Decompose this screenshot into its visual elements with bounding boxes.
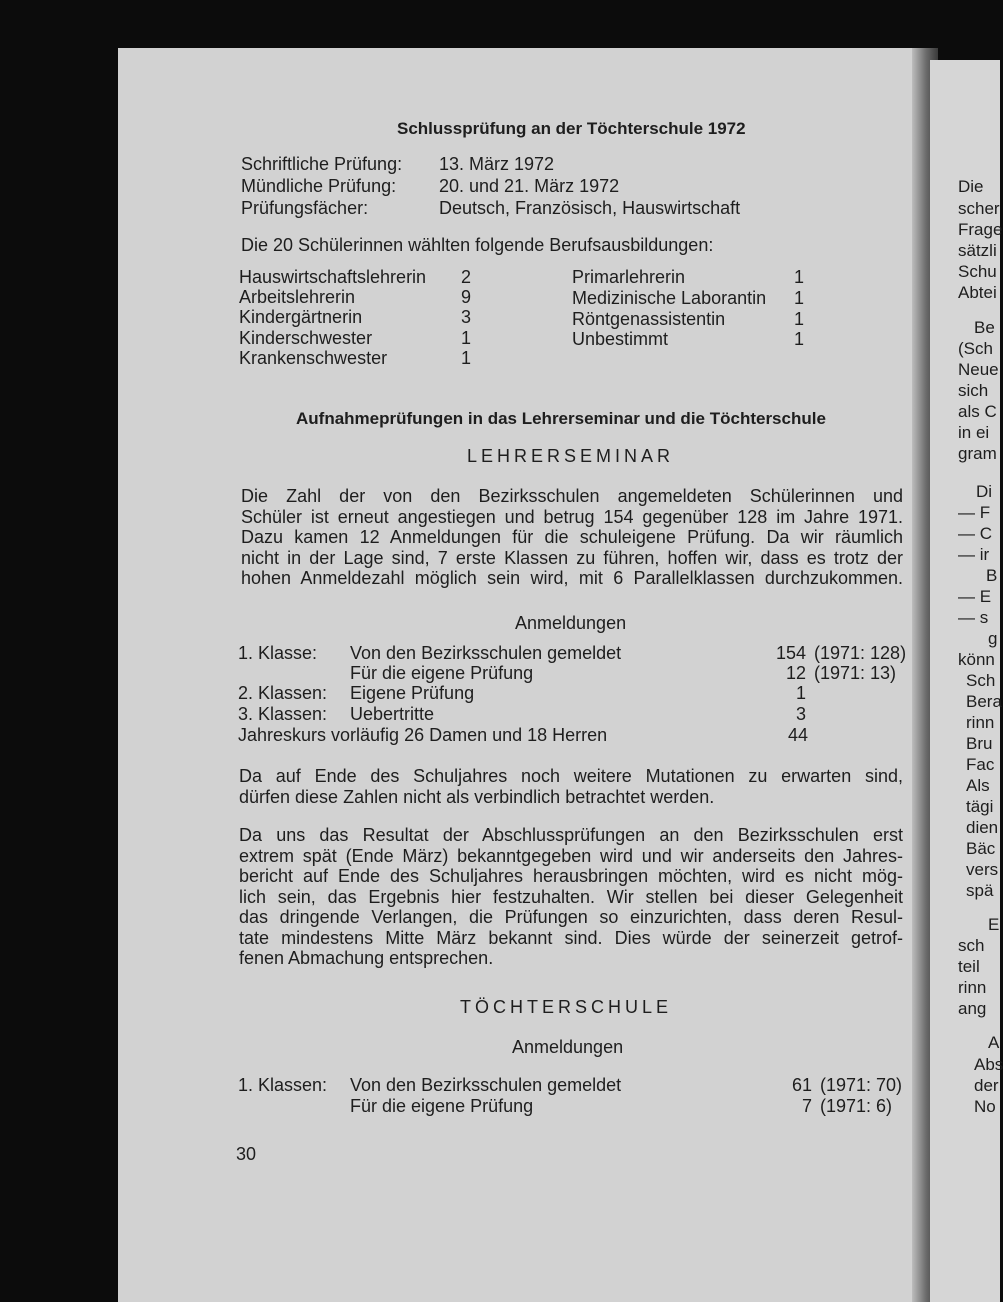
facing-line: vers <box>966 860 999 879</box>
info-label: Schriftliche Prüfung: <box>241 154 403 174</box>
beruf-name: Hauswirtschaftslehrerin <box>239 267 427 287</box>
facing-line: gram <box>958 444 997 463</box>
table-cell-prev: (1971: 70) <box>820 1075 903 1095</box>
facing-line: — s <box>958 608 989 627</box>
facing-line: Neue <box>958 360 999 379</box>
facing-line: — E <box>958 587 992 606</box>
paragraph-line: lich sein, das Ergebnis hier festzuhalten. Wir stellen bei dieser Gelegenheit <box>239 886 903 907</box>
beruf-count: 1 <box>461 328 472 348</box>
facing-line: Bera <box>966 692 1002 711</box>
table-cell-desc: Von den Bezirksschulen gemeldet <box>350 1075 622 1095</box>
paragraph-line: Dazu kamen 12 Anmeldungen für die schuleigene Prüfung. Da wir räumlich <box>241 527 903 547</box>
facing-line: dien <box>966 818 999 837</box>
facing-line: Schu <box>958 262 997 281</box>
paragraph-mutationen <box>239 766 903 807</box>
paragraph-line: nicht in der Lage sind, 7 erste Klassen zu führen, hoffen wir, dass es trotz der <box>241 547 903 568</box>
facing-line: Bru <box>966 734 993 753</box>
table-cell-desc: Von den Bezirksschulen gemeldet <box>350 643 622 663</box>
beruf-count: 1 <box>794 288 805 308</box>
table-cell-value: 1 <box>795 683 806 703</box>
facing-line: Frage <box>958 220 1003 239</box>
facing-line: Bäc <box>966 839 996 858</box>
anmeldungen-heading: Anmeldungen <box>515 613 627 633</box>
info-value: 20. und 21. März 1972 <box>439 176 620 196</box>
paragraph-line: hohen Anmeldezahl möglich sein wird, mit 6 Parallelklassen durchzukommen. <box>241 568 903 588</box>
facing-line: (Sch <box>958 339 993 358</box>
table-cell-desc: Für die eigene Prüfung <box>350 1096 534 1116</box>
table-cell-desc: Für die eigene Prüfung <box>350 663 534 683</box>
beruf-count: 2 <box>461 267 472 287</box>
paragraph-line: extrem spät (Ende März) bekanntgegeben wird und wir anderseits den Jahres- <box>239 845 903 866</box>
facing-line: ang <box>958 999 987 1018</box>
facing-line: A <box>988 1033 1000 1052</box>
facing-line: Abs <box>974 1055 1003 1074</box>
info-label: Mündliche Prüfung: <box>241 176 397 196</box>
beruf-name: Medizinische Laborantin <box>572 288 767 308</box>
section-toechterschule: TÖCHTERSCHULE <box>460 997 673 1017</box>
anmeldungen-heading-2: Anmeldungen <box>512 1037 624 1057</box>
facing-line: — C <box>958 524 992 543</box>
table-cell-value: 7 <box>801 1096 812 1116</box>
beruf-name: Krankenschwester <box>239 348 388 368</box>
facing-line: spä <box>966 881 994 900</box>
info-value: 13. März 1972 <box>439 154 555 174</box>
berufs-intro: Die 20 Schülerinnen wählten folgende Berufsausbildungen: <box>241 235 714 255</box>
facing-line: rinn <box>958 978 987 997</box>
facing-line: der <box>974 1076 999 1095</box>
beruf-count: 3 <box>461 307 472 327</box>
table-cell-value: 61 <box>791 1075 812 1095</box>
facing-line: No <box>974 1097 996 1116</box>
paragraph-line: Schüler ist erneut angestiegen und betrug 154 gegenüber 128 im Jahre 1971. <box>241 506 903 527</box>
beruf-count: 9 <box>461 287 472 307</box>
paragraph-line: Da uns das Resultat der Abschlussprüfungen an den Bezirksschulen erst <box>239 825 903 845</box>
facing-line: scher <box>958 199 1000 218</box>
beruf-name: Primarlehrerin <box>572 267 686 287</box>
beruf-count: 1 <box>461 348 472 368</box>
facing-page <box>930 60 1003 1302</box>
info-value: Deutsch, Französisch, Hauswirtschaft <box>439 198 741 218</box>
table-cell-klasse: 3. Klassen: <box>238 704 328 724</box>
paragraph-line: Die Zahl der von den Bezirksschulen angemeldeten Schülerinnen und <box>241 486 903 506</box>
beruf-name: Röntgenassistentin <box>572 309 726 329</box>
facing-line: sch <box>958 936 985 955</box>
paragraph-line: tate mindestens Mitte März bekannt sind. Dies würde der seinerzeit getrof- <box>239 927 903 948</box>
beruf-name: Kindergärtnerin <box>239 307 363 327</box>
table-cell-desc: Eigene Prüfung <box>350 683 475 703</box>
facing-line: Di <box>976 482 993 501</box>
paragraph-line: Da auf Ende des Schuljahres noch weitere Mutationen zu erwarten sind, <box>239 766 903 786</box>
paragraph-resultat <box>239 825 903 969</box>
facing-line: Die <box>958 177 984 196</box>
facing-line: rinn <box>966 713 995 732</box>
table-cell-klasse: 2. Klassen: <box>238 683 328 703</box>
table-cell-klasse: 1. Klasse: <box>238 643 318 663</box>
facing-line: E <box>988 915 1000 934</box>
table-cell-prev: (1971: 128) <box>814 643 907 663</box>
facing-line: in ei <box>958 423 990 442</box>
beruf-count: 1 <box>794 329 805 349</box>
paragraph-anmeldezahl <box>241 486 903 589</box>
beruf-count: 1 <box>794 309 805 329</box>
beruf-name: Arbeitslehrerin <box>239 287 356 307</box>
table-cell-desc: Uebertritte <box>350 704 435 724</box>
table-cell-value: 154 <box>775 643 806 663</box>
beruf-name: Unbestimmt <box>572 329 669 349</box>
paragraph-line: bericht auf Ende des Schuljahres herausbringen möchten, wird es nicht mög- <box>239 866 903 886</box>
facing-line: g <box>988 629 998 648</box>
facing-line: Be <box>974 318 995 337</box>
facing-line: könn <box>958 650 995 669</box>
jahreskurs-desc: Jahreskurs vorläufig 26 Damen und 18 Herren <box>238 725 608 745</box>
table-cell-value: 3 <box>795 704 806 724</box>
info-label: Prüfungsfächer: <box>241 198 369 218</box>
table-cell-prev: (1971: 6) <box>820 1096 893 1116</box>
table-cell-prev: (1971: 13) <box>814 663 897 683</box>
aufnahme-title: Aufnahmeprüfungen in das Lehrerseminar und die Töchterschule <box>296 409 826 428</box>
document-page <box>118 48 930 1302</box>
beruf-name: Kinderschwester <box>239 328 373 348</box>
paragraph-line: dürfen diese Zahlen nicht als verbindlich betrachtet werden. <box>239 786 715 807</box>
facing-line: Als <box>966 776 990 795</box>
facing-line: — F <box>958 503 991 522</box>
paragraph-line: fenen Abmachung entsprechen. <box>239 948 494 968</box>
facing-line: B <box>986 566 998 585</box>
facing-line: — ir <box>958 545 990 564</box>
facing-line: Sch <box>966 671 996 690</box>
facing-line: Fac <box>966 755 995 774</box>
page-number: 30 <box>236 1144 257 1164</box>
beruf-count: 1 <box>794 267 805 287</box>
facing-line: sich <box>958 381 989 400</box>
facing-line: als C <box>958 402 997 421</box>
facing-line: Abtei <box>958 283 997 302</box>
table-cell-klasse: 1. Klassen: <box>238 1075 328 1095</box>
table-cell-value: 12 <box>785 663 806 683</box>
paragraph-line: das dringende Verlangen, die Prüfungen so einzurichten, dass deren Resul- <box>239 907 903 927</box>
schluss-title: Schlussprüfung an der Töchterschule 1972 <box>397 119 746 138</box>
jahreskurs-value: 44 <box>787 725 808 745</box>
section-lehrerseminar: LEHRERSEMINAR <box>467 446 675 466</box>
facing-line: tägi <box>966 797 994 816</box>
facing-line: teil <box>958 957 980 976</box>
facing-line: sätzli <box>958 241 997 260</box>
